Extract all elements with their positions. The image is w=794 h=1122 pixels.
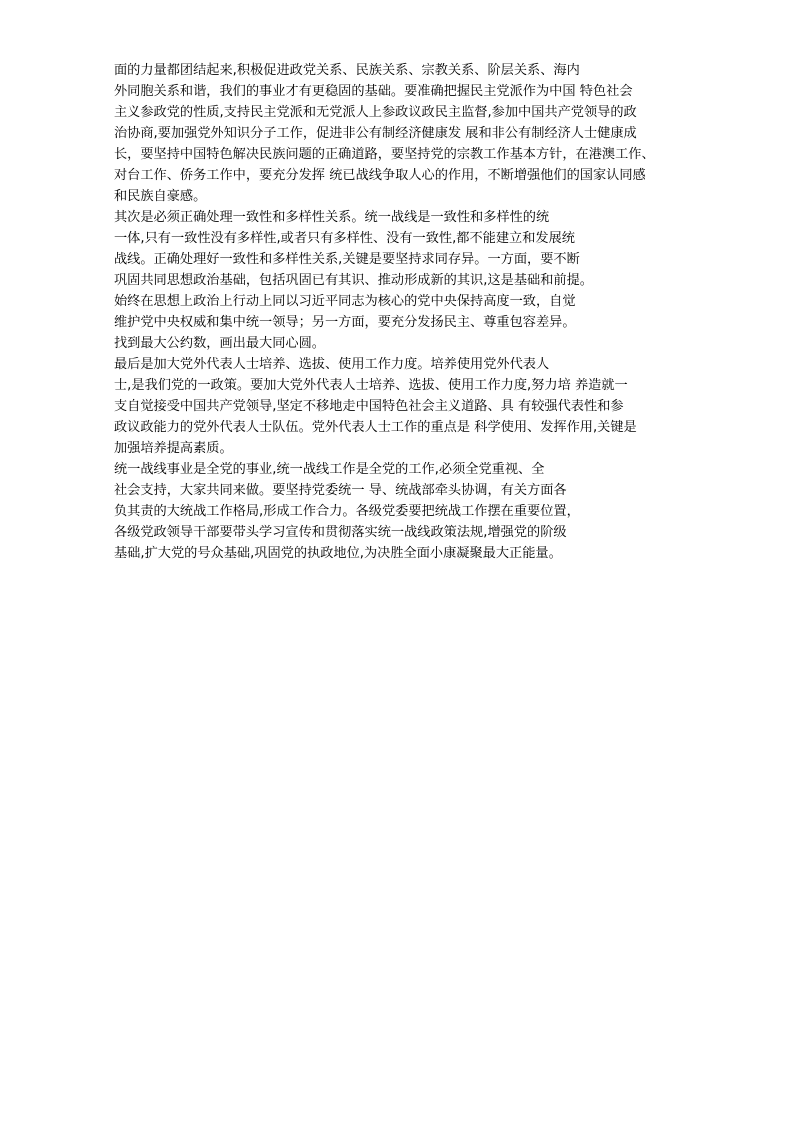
text-line: 战线。正确处理好一致性和多样性关系,关键是要坚持求同存异。一方面，要不断 <box>114 252 580 267</box>
text-line: 找到最大公约数，画出最大同心圆。 <box>114 336 325 351</box>
text-line: 主义参政党的性质,支持民主党派和无党派人上参政议政民主监督,参加中国共产党领导的政 <box>114 105 637 120</box>
text-line: 面的力量都团结起来,积极促进政党关系、民族关系、宗教关系、阶层关系、海内 <box>114 63 580 78</box>
text-line: 维护党中央权威和集中统一领导；另一方面，要充分发扬民主、尊重包容差异。 <box>114 315 576 330</box>
text-line: 长，要坚持中国特色解决民族问题的正确道路，要坚持党的宗教工作基本方针，在港澳工作、 <box>114 147 655 162</box>
text-line: 社会支持，大家共同来做。要坚持党委统一 导、统战部牵头协调，有关方面各 <box>114 483 567 498</box>
text-line: 基础,扩大党的号众基础,巩固党的执政地位,为决胜全面小康凝聚最大正能量。 <box>114 546 562 561</box>
text-line: 负其责的大统战工作格局,形成工作合力。各级党委要把统战工作摆在重要位置， <box>114 504 580 519</box>
text-line: 最后是加大党外代表人士培养、选拔、使用工作力度。培养使用党外代表人 <box>114 357 550 372</box>
text-line: 士,是我们党的一政策。要加大党外代表人士培养、选拔、使用工作力度,努力培 养造就一 <box>114 378 628 393</box>
text-line: 政议政能力的党外代表人士队伍。党外代表人士工作的重点是 科学使用、发挥作用,关键是 <box>114 420 637 435</box>
text-line: 对台工作、侨务工作中，要充分发挥 统已战线争取人心的作用，不断增强他们的国家认同感 <box>114 168 646 183</box>
text-line: 加强培养提高素质。 <box>114 441 233 456</box>
text-line: 和民族自豪感。 <box>114 189 207 204</box>
text-line: 外同胞关系和谐，我们的事业才有更稳固的基础。要准确把握民主党派作为中国 特色社会 <box>114 84 633 99</box>
text-line: 始终在思想上政治上行动上同以习近平同志为核心的党中央保持高度一致，自觉 <box>114 294 576 309</box>
text-line: 支自觉接受中国共产党领导,坚定不移地走中国特色社会主义道路、具 有较强代表性和参 <box>114 399 624 414</box>
text-line: 其次是必须正确处理一致性和多样性关系。统一战线是一致性和多样性的统 <box>114 210 550 225</box>
text-line: 治协商,要加强党外知识分子工作，促进非公有制经济健康发 展和非公有制经济人士健康成 <box>114 126 637 141</box>
text-line: 巩固共同思想政治基础，包括巩固已有其识、推动形成新的其识,这是基础和前提。 <box>114 273 593 288</box>
text-line: 一体,只有一致性没有多样性,或者只有多样性、没有一致性,都不能建立和发展统 <box>114 231 575 246</box>
text-line: 统一战线事业是全党的事业,统一战线工作是全党的工作,必须全党重视、全 <box>114 462 545 477</box>
text-line: 各级党政领导干部要带头学习宣传和贯彻落实统一战线政策法规,增强党的阶级 <box>114 525 567 540</box>
